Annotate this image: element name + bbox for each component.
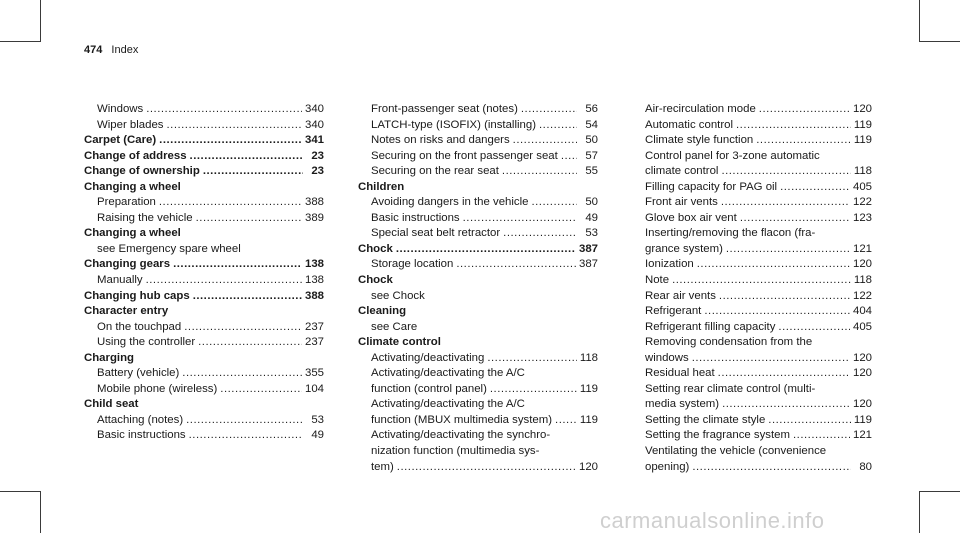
crop-mark [0,41,41,42]
entry-text: climate control [645,165,719,178]
page-ref[interactable]: 123 [852,211,872,224]
dot-leader [189,428,303,444]
entry-text: Special seat belt retractor [371,227,501,240]
dot-leader [456,257,576,273]
entry-text: Air-recirculation mode [645,103,756,115]
entry-text: Chock [358,274,393,287]
page-ref[interactable]: 404 [852,305,872,318]
page-ref[interactable]: 119 [853,413,872,426]
dot-leader [397,460,576,476]
page-ref[interactable]: 237 [304,320,324,333]
entry-text: Changing hub caps [84,289,190,302]
page-ref[interactable]: 119 [853,118,872,131]
page-ref[interactable]: 50 [585,134,598,147]
index-entry [632,413,872,429]
page-ref[interactable]: 118 [579,351,598,364]
entry-text: Battery (vehicle) [97,367,180,380]
entry-text: Control panel for 3-zone automatic [645,149,820,162]
dot-leader [561,149,577,165]
page-ref[interactable]: 23 [311,165,324,178]
page-ref[interactable]: 49 [585,211,598,224]
dot-leader [487,351,576,367]
dot-leader [521,102,577,118]
index-entry [632,351,872,367]
index-entry [84,195,324,211]
dot-leader [203,164,303,180]
entry-text: Preparation [97,196,156,209]
dot-leader [539,118,577,134]
entry-text: media system) [645,398,720,411]
index-heading [358,304,598,320]
crop-mark [919,491,920,533]
page-ref[interactable]: 120 [578,460,598,473]
dot-leader [502,164,577,180]
entry-text: Child seat [84,398,139,411]
index-entry [84,118,324,134]
dot-leader [793,428,850,444]
page-number: 474 [84,44,103,56]
page-ref[interactable]: 387 [578,242,598,255]
index-entry [358,164,598,180]
dot-leader [697,257,850,273]
index-entry [358,211,598,227]
entry-text: opening) [645,460,690,473]
index-entry [358,118,598,134]
index-entry [632,289,872,305]
dot-leader [196,211,302,227]
index-entry [358,195,598,211]
index-entry [84,211,324,227]
page-ref[interactable]: 237 [304,336,324,349]
index-heading [84,351,324,367]
entry-text: Storage location [371,258,454,271]
dot-leader [193,289,302,305]
entry-text: Activating/deactivating the A/C [371,367,525,380]
index-entry [632,397,872,413]
page-ref[interactable]: 56 [585,103,598,115]
index-entry [358,397,598,413]
page-ref[interactable]: 53 [585,227,598,240]
page-ref[interactable]: 50 [585,196,598,209]
entry-text: Changing a wheel [84,180,181,193]
crop-mark [919,491,960,492]
page-ref[interactable]: 138 [304,274,324,287]
dot-leader [721,195,850,211]
page-ref[interactable]: 23 [311,149,324,162]
index-entry [84,102,324,118]
page-header [84,44,138,56]
dot-leader [396,242,576,258]
entry-text: Refrigerant filling capacity [645,320,776,333]
dot-leader [186,413,303,429]
entry-text: Carpet (Care) [84,134,157,147]
entry-text: Setting the climate style [645,413,766,426]
entry-text: Basic instructions [371,211,460,224]
dot-leader [173,257,302,273]
page-ref[interactable]: 387 [578,258,598,271]
dot-leader [759,102,850,118]
index-entry [632,226,872,242]
index-heading [358,242,598,258]
dot-leader [531,195,577,211]
entry-text: Front air vents [645,196,718,209]
dot-leader [721,164,850,180]
dot-leader [503,226,577,242]
section-title: Index [111,44,139,56]
dot-leader [692,351,850,367]
entry-text: windows [645,351,689,364]
dot-leader [513,133,577,149]
page-ref[interactable]: 122 [852,196,872,209]
page-ref[interactable]: 341 [304,134,324,147]
dot-leader [756,133,851,149]
entry-text: Change of address [84,149,187,162]
entry-text: Rear air vents [645,289,716,302]
dot-leader [719,289,850,305]
page-ref[interactable]: 119 [853,134,872,147]
page-ref[interactable]: 120 [852,103,872,115]
index-entry [84,335,324,351]
index-heading [84,180,324,196]
index-entry [358,226,598,242]
index-entry [358,428,598,444]
entry-text: see Care [371,320,418,333]
crop-mark [0,491,41,492]
dot-leader [722,397,850,413]
entry-text: Children [358,180,405,193]
index-entry [84,428,324,444]
index-column-2 [358,102,598,475]
watermark: carmanualsonline.info [600,508,825,533]
dot-leader [159,195,302,211]
dot-leader [718,366,850,382]
index-heading [84,257,324,273]
page-ref[interactable]: 57 [585,149,598,162]
page-ref[interactable]: 119 [579,382,598,395]
index-entry [632,102,872,118]
index-entry [358,366,598,382]
index-entry [632,460,872,476]
index-entry [632,118,872,134]
index-entry [632,133,872,149]
entry-text: tem) [371,460,394,473]
dot-leader [555,413,577,429]
index-entry [358,320,598,336]
page-ref[interactable]: 121 [852,429,872,442]
page-ref[interactable]: 120 [852,367,872,380]
index-entry [632,195,872,211]
entry-text: Climate style function [645,134,754,147]
dot-leader [768,413,851,429]
crop-mark [40,491,41,533]
index-entry [358,102,598,118]
index-entry [632,211,872,227]
page-ref[interactable]: 49 [311,429,324,442]
dot-leader [166,118,302,134]
dot-leader [692,460,851,476]
index-entry [632,180,872,196]
index-entry [632,164,872,180]
index-heading [84,226,324,242]
page-ref[interactable]: 55 [585,165,598,178]
index-entry [358,351,598,367]
page-ref[interactable]: 340 [304,118,324,131]
entry-text: see Emergency spare wheel [97,242,241,255]
page-ref[interactable]: 80 [859,460,872,473]
index-heading [358,180,598,196]
entry-text: Refrigerant [645,305,702,318]
entry-text: Avoiding dangers in the vehicle [371,196,529,209]
crop-mark [40,0,41,42]
entry-text: Securing on the rear seat [371,165,499,178]
page-ref[interactable]: 340 [304,103,324,115]
index-entry [358,460,598,476]
index-entry [632,273,872,289]
dot-leader [778,320,850,336]
entry-text: Wiper blades [97,118,164,131]
dot-leader [740,211,850,227]
page-ref[interactable]: 104 [304,382,324,395]
index-entry [84,366,324,382]
index-entry [84,320,324,336]
index-heading [84,164,324,180]
dot-leader [184,320,302,336]
page-ref[interactable]: 119 [579,413,598,426]
entry-text: function (MBUX multimedia system) [371,413,553,426]
dot-leader [159,133,302,149]
entry-text: Mobile phone (wireless) [97,382,218,395]
entry-text: Securing on the front passenger seat [371,149,558,162]
entry-text: Basic instructions [97,429,186,442]
entry-text: LATCH-type (ISOFIX) (installing) [371,118,536,131]
dot-leader [726,242,850,258]
dot-leader [182,366,302,382]
index-entry [358,289,598,305]
entry-text: Changing a wheel [84,227,181,240]
entry-text: function (control panel) [371,382,487,395]
entry-text: Charging [84,351,134,364]
entry-text: Inserting/removing the flacon (fra- [645,227,816,240]
entry-text: Activating/deactivating the synchro- [371,429,551,442]
index-entry [632,320,872,336]
entry-text: Changing gears [84,258,171,271]
index-entry [632,444,872,460]
entry-text: Setting the fragrance system [645,429,790,442]
dot-leader [780,180,850,196]
index-entry [84,273,324,289]
page-ref[interactable]: 120 [852,351,872,364]
entry-text: Change of ownership [84,165,200,178]
entry-text: Using the controller [97,336,196,349]
index-heading [84,304,324,320]
index-entry [358,382,598,398]
index-entry [632,428,872,444]
index-entry [358,257,598,273]
index-entry [84,242,324,258]
dot-leader [146,102,302,118]
index-entry [358,413,598,429]
dot-leader [220,382,302,398]
page-ref[interactable]: 118 [853,274,872,287]
entry-text: Activating/deactivating [371,351,485,364]
page-ref[interactable]: 53 [311,413,324,426]
page-ref[interactable]: 120 [852,258,872,271]
page-ref[interactable]: 355 [304,367,324,380]
index-entry [632,335,872,351]
entry-text: see Chock [371,289,425,302]
entry-text: Front-passenger seat (notes) [371,103,518,115]
entry-text: Setting rear climate control (multi- [645,382,816,395]
entry-text: Character entry [84,305,169,318]
entry-text: Residual heat [645,367,715,380]
entry-text: Raising the vehicle [97,211,193,224]
entry-text: Filling capacity for PAG oil [645,180,778,193]
index-entry [358,133,598,149]
index-heading [84,149,324,165]
index-heading [358,273,598,289]
page-ref[interactable]: 138 [304,258,324,271]
entry-text: Note [645,274,670,287]
entry-text: Cleaning [358,305,407,318]
entry-text: Climate control [358,336,441,349]
index-entry [84,413,324,429]
page-ref[interactable]: 388 [304,196,324,209]
entry-text: nization function (multimedia sys- [371,445,540,458]
entry-text: Notes on risks and dangers [371,134,510,147]
entry-text: Chock [358,242,393,255]
entry-text: Automatic control [645,118,733,131]
page-ref[interactable]: 405 [852,320,872,333]
index-heading [84,289,324,305]
page-ref[interactable]: 54 [585,118,598,131]
entry-text: Activating/deactivating the A/C [371,398,525,411]
index-entry [358,444,598,460]
crop-mark [919,41,960,42]
page-ref[interactable]: 118 [853,165,872,178]
entry-text: Glove box air vent [645,211,737,224]
index-column-1 [84,102,324,444]
dot-leader [736,118,851,134]
dot-leader [672,273,851,289]
index-entry [358,149,598,165]
crop-mark [919,0,920,42]
dot-leader [704,304,850,320]
index-entry [632,382,872,398]
dot-leader [190,149,303,165]
index-entry [632,366,872,382]
dot-leader [146,273,302,289]
entry-text: Removing condensation from the [645,336,813,349]
entry-text: Windows [97,103,144,115]
entry-text: Ionization [645,258,694,271]
page-ref[interactable]: 121 [852,242,872,255]
page-ref[interactable]: 122 [852,289,872,302]
index-entry [632,242,872,258]
page-ref[interactable]: 388 [304,289,324,302]
index-heading [84,133,324,149]
page-ref[interactable]: 405 [852,180,872,193]
index-entry [632,304,872,320]
page-ref[interactable]: 389 [304,211,324,224]
index-entry [632,257,872,273]
index-column-3 [632,102,872,475]
entry-text: On the touchpad [97,320,182,333]
index-heading [84,397,324,413]
entry-text: Attaching (notes) [97,413,184,426]
page-ref[interactable]: 120 [852,398,872,411]
dot-leader [198,335,302,351]
entry-text: Ventilating the vehicle (convenience [645,445,827,458]
index-heading [358,335,598,351]
entry-text: Manually [97,274,143,287]
entry-text: grance system) [645,242,723,255]
index-entry [632,149,872,165]
dot-leader [463,211,577,227]
index-entry [84,382,324,398]
dot-leader [490,382,577,398]
